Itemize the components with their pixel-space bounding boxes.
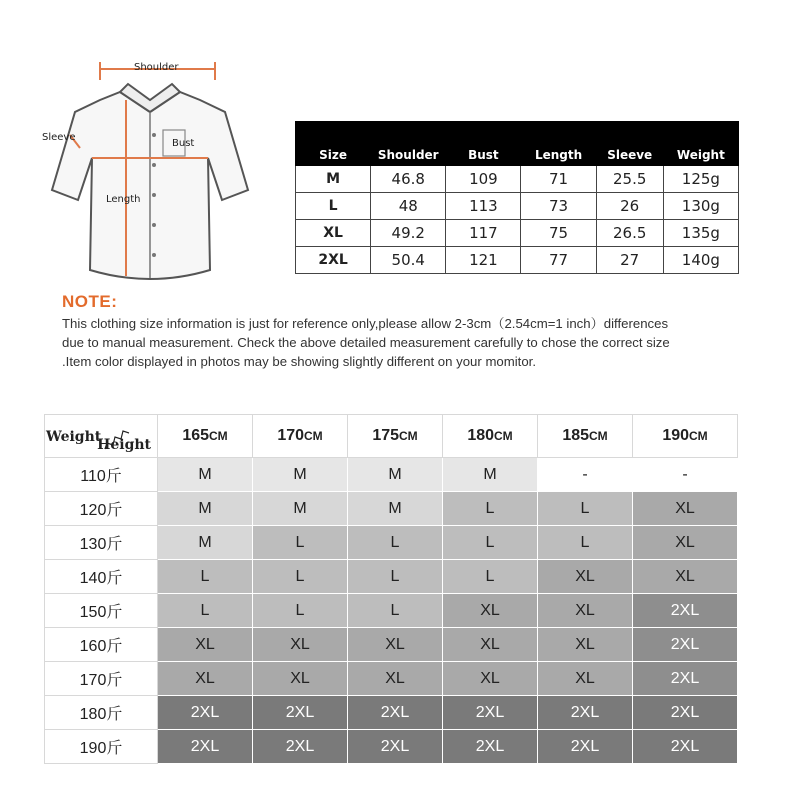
size-measurement-table	[295, 121, 739, 274]
size-recommendation-cell: M	[348, 492, 443, 526]
size-recommendation-cell: 2XL	[633, 594, 738, 628]
note-title: NOTE:	[62, 292, 118, 311]
size-recommendation-cell: XL	[538, 662, 633, 696]
size-recommendation-cell: M	[253, 492, 348, 526]
size-recommendation-cell: XL	[633, 492, 738, 526]
size-recommendation-cell: L	[538, 526, 633, 560]
size-recommendation-cell: 2XL	[253, 730, 348, 764]
col-header-weight: Weight	[663, 122, 738, 166]
height-col-170: 170CM	[253, 415, 348, 458]
size-recommendation-cell: M	[443, 458, 538, 492]
bust-cell: 121	[446, 247, 521, 274]
size-recommendation-cell: 2XL	[158, 696, 253, 730]
length-label: Length	[106, 194, 141, 205]
size-recommendation-cell: 2XL	[443, 730, 538, 764]
size-recommendation-cell: M	[348, 458, 443, 492]
size-recommendation-cell: XL	[538, 594, 633, 628]
size-table-header-row	[296, 122, 739, 166]
table-row	[296, 220, 739, 247]
size-recommendation-cell: L	[158, 560, 253, 594]
col-header-shoulder: Shoulder	[371, 122, 446, 166]
weight-cell: 140g	[663, 247, 738, 274]
size-recommendation-cell: L	[538, 492, 633, 526]
weight-cell: 130g	[663, 193, 738, 220]
height-header-row	[45, 415, 738, 458]
size-recommendation-cell: L	[158, 594, 253, 628]
bust-cell: 113	[446, 193, 521, 220]
table-row	[296, 247, 739, 274]
weight-height-size-chart	[44, 414, 738, 764]
note-line: .Item color displayed in photos may be showing slightly different on your momitor.	[62, 354, 537, 369]
size-recommendation-cell: XL	[348, 662, 443, 696]
weight-row-label: 190斤	[45, 730, 158, 764]
height-col-175: 175CM	[348, 415, 443, 458]
shirt-illustration	[30, 40, 270, 300]
bust-label: Bust	[172, 138, 195, 149]
size-recommendation-cell: XL	[443, 662, 538, 696]
shirt-measurement-diagram	[30, 40, 270, 300]
note-line: due to manual measurement. Check the above detailed measurement carefully to chose the correct size	[62, 335, 670, 350]
size-recommendation-cell: L	[348, 560, 443, 594]
col-header-size: Size	[296, 122, 371, 166]
size-recommendation-cell: XL	[538, 560, 633, 594]
length-cell: 73	[521, 193, 596, 220]
weight-row-label: 120斤	[45, 492, 158, 526]
table-row	[45, 662, 738, 696]
weight-row-label: 170斤	[45, 662, 158, 696]
size-recommendation-cell: 2XL	[633, 628, 738, 662]
table-row	[45, 492, 738, 526]
table-row	[296, 166, 739, 193]
table-row	[296, 193, 739, 220]
weight-row-label: 140斤	[45, 560, 158, 594]
height-col-185: 185CM	[538, 415, 633, 458]
size-recommendation-cell: M	[158, 458, 253, 492]
shoulder-cell: 46.8	[371, 166, 446, 193]
size-recommendation-cell: 2XL	[348, 696, 443, 730]
sleeve-cell: 26	[596, 193, 663, 220]
size-cell: XL	[296, 220, 371, 247]
size-recommendation-cell: 2XL	[443, 696, 538, 730]
size-recommendation-cell: L	[253, 526, 348, 560]
note-line: This clothing size information is just for reference only,please allow 2-3cm（2.54cm=1 inch）differences	[62, 316, 669, 331]
size-recommendation-cell: XL	[443, 628, 538, 662]
col-header-sleeve: Sleeve	[596, 122, 663, 166]
height-axis-label: Height	[97, 437, 151, 453]
weight-row-label: 180斤	[45, 696, 158, 730]
size-recommendation-cell: 2XL	[538, 696, 633, 730]
sleeve-cell: 26.5	[596, 220, 663, 247]
size-recommendation-cell: L	[443, 560, 538, 594]
size-recommendation-cell: 2XL	[253, 696, 348, 730]
table-row	[45, 526, 738, 560]
table-row	[45, 628, 738, 662]
shoulder-cell: 49.2	[371, 220, 446, 247]
size-recommendation-cell: L	[348, 594, 443, 628]
col-header-bust: Bust	[446, 122, 521, 166]
size-recommendation-cell: XL	[443, 594, 538, 628]
shoulder-label: Shoulder	[134, 62, 179, 73]
weight-axis-label: Weight	[46, 429, 102, 445]
weight-row-label: 110斤	[45, 458, 158, 492]
sleeve-cell: 25.5	[596, 166, 663, 193]
weight-row-label: 150斤	[45, 594, 158, 628]
table-row	[45, 458, 738, 492]
size-cell: L	[296, 193, 371, 220]
col-header-length: Length	[521, 122, 596, 166]
height-col-190: 190CM	[633, 415, 738, 458]
size-recommendation-cell: L	[348, 526, 443, 560]
sleeve-cell: 27	[596, 247, 663, 274]
chart-body	[45, 458, 738, 764]
sleeve-label: Sleeve	[42, 132, 76, 143]
size-recommendation-cell: M	[158, 526, 253, 560]
size-recommendation-cell: XL	[633, 526, 738, 560]
length-cell: 75	[521, 220, 596, 247]
size-recommendation-cell: L	[253, 594, 348, 628]
size-recommendation-cell: XL	[348, 628, 443, 662]
size-recommendation-cell: L	[443, 526, 538, 560]
size-recommendation-cell: L	[443, 492, 538, 526]
height-col-180: 180CM	[443, 415, 538, 458]
weight-row-label: 160斤	[45, 628, 158, 662]
size-recommendation-cell: XL	[158, 628, 253, 662]
bust-cell: 109	[446, 166, 521, 193]
height-col-165: 165CM	[158, 415, 253, 458]
size-recommendation-cell: XL	[538, 628, 633, 662]
size-recommendation-cell: M	[253, 458, 348, 492]
size-recommendation-cell: 2XL	[633, 662, 738, 696]
size-cell: 2XL	[296, 247, 371, 274]
size-recommendation-cell: 2XL	[538, 730, 633, 764]
table-row	[45, 730, 738, 764]
size-recommendation-cell: 2XL	[633, 730, 738, 764]
size-recommendation-cell: M	[158, 492, 253, 526]
length-cell: 77	[521, 247, 596, 274]
length-cell: 71	[521, 166, 596, 193]
size-recommendation-cell: L	[253, 560, 348, 594]
corner-header	[45, 415, 158, 458]
weight-cell: 125g	[663, 166, 738, 193]
size-cell: M	[296, 166, 371, 193]
size-recommendation-cell: XL	[253, 628, 348, 662]
bust-cell: 117	[446, 220, 521, 247]
shoulder-cell: 50.4	[371, 247, 446, 274]
size-recommendation-cell: -	[633, 458, 738, 492]
size-recommendation-cell: 2XL	[158, 730, 253, 764]
note-body	[62, 314, 752, 371]
weight-cell: 135g	[663, 220, 738, 247]
table-row	[45, 560, 738, 594]
size-recommendation-cell: XL	[158, 662, 253, 696]
size-recommendation-cell: 2XL	[633, 696, 738, 730]
table-row	[45, 696, 738, 730]
size-recommendation-cell: -	[538, 458, 633, 492]
table-row	[45, 594, 738, 628]
size-recommendation-cell: XL	[253, 662, 348, 696]
size-recommendation-cell: XL	[633, 560, 738, 594]
size-recommendation-cell: 2XL	[348, 730, 443, 764]
shoulder-cell: 48	[371, 193, 446, 220]
weight-row-label: 130斤	[45, 526, 158, 560]
